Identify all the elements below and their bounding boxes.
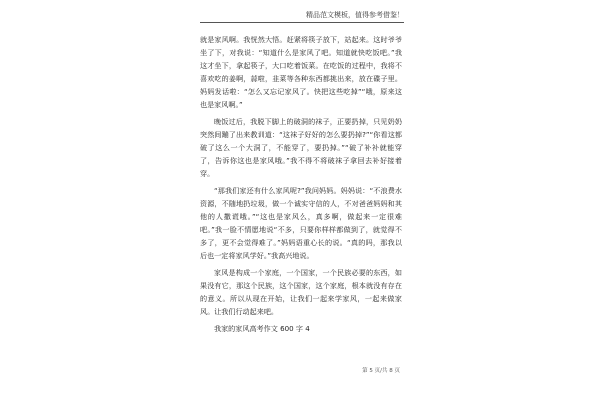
page-number: 第 5 页/共 8 页 (362, 368, 400, 374)
page-header (200, 6, 404, 24)
paragraph-1: 就是家风啊。我恍然大悟。赶紧将筷子放下，站起来。这时爷爷坐了下，对我说：“知道什么是家风了吧。知道就快吃饭吧。”我这才坐下，拿起筷子，大口吃着饭菜。在吃饭的过程中，我将不喜欢吃的姜啊，蒜啦，韭菜等各种东西都挑出来，放在碟子里。妈妈发话啦：“怎么又忘记家风了。快把这些吃掉”“哦，原来这也是家风啊。” (200, 35, 402, 110)
paragraph-3: “那我们家还有什么家风呢?”我问妈妈。妈妈说：“不浪费水资源，不随地扔垃圾，做一个诚实守信的人，不对爸爸妈妈和其他的人撒谎哦。”“这也是家风么，真多啊，做起来一定很难吧。”我一脸不情愿地说“不多，只要你样样都做到了，就觉得不多了，更不会觉得难了。”妈妈语重心长的说。“真的吗，那我以后也一定将家风学好。”我高兴地说。 (200, 185, 402, 261)
section-heading: 我家的家风高考作文 600 字 4 (214, 323, 310, 333)
paragraph-2: 晚饭过后，我脱下脚上的破洞的袜子，正要扔掉，只见奶奶突然间蹦了出来教训道：“这袜子好好的怎么要扔掉?”“你看这都破了这么一个大洞了，不能穿了，要扔掉。”“破了补补就能穿了，告诉你这也是家风哦。”我不得不将破袜子拿回去补好接着穿。 (200, 116, 402, 179)
header-text: 精品范文模板，值得参考借鉴！ (306, 11, 404, 19)
document-body (200, 33, 402, 338)
header-divider (200, 22, 404, 23)
paragraph-4: 家风是构成一个家庭，一个国家，一个民族必要的东西，如果没有它，那这个民族，这个国家，这个家庭，根本就没有存在的意义。所以从现在开始，让我们一起来学家风，一起来做家风。让我们行动起来吧。 (200, 267, 402, 317)
